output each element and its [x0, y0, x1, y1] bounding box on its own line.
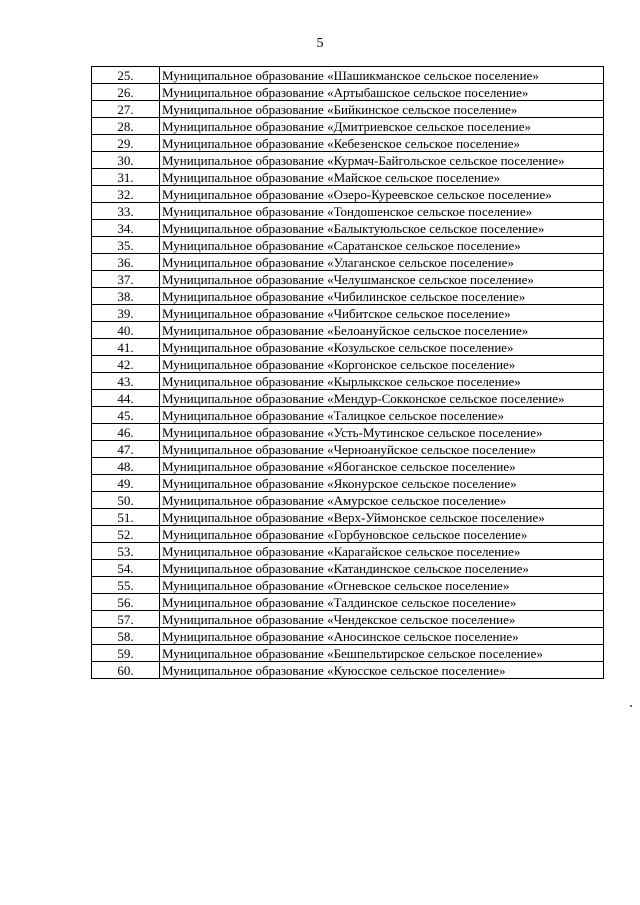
row-number: 49.	[92, 475, 160, 492]
table-row	[92, 271, 604, 288]
table-row	[92, 84, 604, 101]
municipality-name: Муниципальное образование «Аносинское сельское поселение»	[160, 628, 604, 645]
table-row	[92, 288, 604, 305]
table-row	[92, 305, 604, 322]
municipality-name: Муниципальное образование «Яконурское сельское поселение»	[160, 475, 604, 492]
table-row	[92, 203, 604, 220]
municipality-name: Муниципальное образование «Чибитское сельское поселение»	[160, 305, 604, 322]
municipality-name: Муниципальное образование «Белоануйское сельское поселение»	[160, 322, 604, 339]
table-row	[92, 526, 604, 543]
row-number: 47.	[92, 441, 160, 458]
row-number: 32.	[92, 186, 160, 203]
municipality-name: Муниципальное образование «Огневское сельское поселение»	[160, 577, 604, 594]
municipality-name: Муниципальное образование «Талицкое сельское поселение»	[160, 407, 604, 424]
row-number: 44.	[92, 390, 160, 407]
table-row	[92, 560, 604, 577]
row-number: 42.	[92, 356, 160, 373]
table-row	[92, 152, 604, 169]
municipality-name: Муниципальное образование «Чендекское сельское поселение»	[160, 611, 604, 628]
row-number: 30.	[92, 152, 160, 169]
municipality-name: Муниципальное образование «Чибилинское сельское поселение»	[160, 288, 604, 305]
row-number: 59.	[92, 645, 160, 662]
row-number: 31.	[92, 169, 160, 186]
table-row	[92, 339, 604, 356]
municipality-name: Муниципальное образование «Козульское сельское поселение»	[160, 339, 604, 356]
table-row	[92, 118, 604, 135]
table-row	[92, 509, 604, 526]
row-number: 36.	[92, 254, 160, 271]
municipality-name: Муниципальное образование «Черноануйское сельское поселение»	[160, 441, 604, 458]
table-row	[92, 628, 604, 645]
municipality-name: Муниципальное образование «Курмач-Байгольское сельское поселение»	[160, 152, 604, 169]
row-number: 54.	[92, 560, 160, 577]
row-number: 43.	[92, 373, 160, 390]
table-row	[92, 220, 604, 237]
table-row	[92, 67, 604, 84]
table-row	[92, 458, 604, 475]
table-row	[92, 373, 604, 390]
table-row	[92, 186, 604, 203]
row-number: 37.	[92, 271, 160, 288]
row-number: 25.	[92, 67, 160, 84]
table-row	[92, 101, 604, 118]
municipality-name: Муниципальное образование «Бийкинское сельское поселение»	[160, 101, 604, 118]
row-number: 53.	[92, 543, 160, 560]
row-number: 38.	[92, 288, 160, 305]
table-row	[92, 169, 604, 186]
row-number: 48.	[92, 458, 160, 475]
table-row	[92, 390, 604, 407]
municipality-name: Муниципальное образование «Тондошенское сельское поселение»	[160, 203, 604, 220]
municipality-name: Муниципальное образование «Улаганское сельское поселение»	[160, 254, 604, 271]
municipalities-table	[91, 66, 604, 679]
table-row	[92, 441, 604, 458]
municipality-name: Муниципальное образование «Шашикманское сельское поселение»	[160, 67, 604, 84]
row-number: 41.	[92, 339, 160, 356]
table-row	[92, 645, 604, 662]
municipality-name: Муниципальное образование «Челушманское сельское поселение»	[160, 271, 604, 288]
row-number: 46.	[92, 424, 160, 441]
municipality-name: Муниципальное образование «Верх-Уймонское сельское поселение»	[160, 509, 604, 526]
municipality-name: Муниципальное образование «Майское сельское поселение»	[160, 169, 604, 186]
row-number: 55.	[92, 577, 160, 594]
table-row	[92, 322, 604, 339]
municipality-name: Муниципальное образование «Амурское сельское поселение»	[160, 492, 604, 509]
row-number: 28.	[92, 118, 160, 135]
municipality-name: Муниципальное образование «Катандинское сельское поселение»	[160, 560, 604, 577]
row-number: 58.	[92, 628, 160, 645]
row-number: 39.	[92, 305, 160, 322]
municipality-name: Муниципальное образование «Кебезенское сельское поселение»	[160, 135, 604, 152]
table-row	[92, 543, 604, 560]
table-row	[92, 594, 604, 611]
row-number: 57.	[92, 611, 160, 628]
municipality-name: Муниципальное образование «Талдинское сельское поселение»	[160, 594, 604, 611]
row-number: 34.	[92, 220, 160, 237]
table-row	[92, 611, 604, 628]
municipality-name: Муниципальное образование «Бешпельтирское сельское поселение»	[160, 645, 604, 662]
row-number: 35.	[92, 237, 160, 254]
table-row	[92, 475, 604, 492]
table-row	[92, 254, 604, 271]
page-number: 5	[316, 36, 324, 51]
row-number: 40.	[92, 322, 160, 339]
row-number: 26.	[92, 84, 160, 101]
row-number: 45.	[92, 407, 160, 424]
municipalities-table-body	[92, 67, 604, 679]
municipality-name: Муниципальное образование «Артыбашское сельское поселение»	[160, 84, 604, 101]
table-row	[92, 356, 604, 373]
table-row	[92, 237, 604, 254]
municipality-name: Муниципальное образование «Дмитриевское сельское поселение»	[160, 118, 604, 135]
row-number: 27.	[92, 101, 160, 118]
municipality-name: Муниципальное образование «Коргонское сельское поселение»	[160, 356, 604, 373]
row-number: 33.	[92, 203, 160, 220]
municipality-name: Муниципальное образование «Мендур-Сокконское сельское поселение»	[160, 390, 604, 407]
municipality-name: Муниципальное образование «Кырлыкское сельское поселение»	[160, 373, 604, 390]
row-number: 56.	[92, 594, 160, 611]
row-number: 29.	[92, 135, 160, 152]
table-row	[92, 407, 604, 424]
municipality-name: Муниципальное образование «Горбуновское сельское поселение»	[160, 526, 604, 543]
municipality-name: Муниципальное образование «Ябоганское сельское поселение»	[160, 458, 604, 475]
municipality-name: Муниципальное образование «Озеро-Куреевское сельское поселение»	[160, 186, 604, 203]
municipality-name: Муниципальное образование «Куюсское сельское поселение»	[160, 662, 604, 679]
municipality-name: Муниципальное образование «Усть-Мутинское сельское поселение»	[160, 424, 604, 441]
table-row	[92, 577, 604, 594]
row-number: 50.	[92, 492, 160, 509]
municipality-name: Муниципальное образование «Саратанское сельское поселение»	[160, 237, 604, 254]
table-row	[92, 492, 604, 509]
municipality-name: Муниципальное образование «Карагайское сельское поселение»	[160, 543, 604, 560]
table-row	[92, 135, 604, 152]
row-number: 60.	[92, 662, 160, 679]
table-row	[92, 662, 604, 679]
row-number: 51.	[92, 509, 160, 526]
scan-speck	[630, 705, 632, 707]
municipality-name: Муниципальное образование «Балыктуюльское сельское поселение»	[160, 220, 604, 237]
row-number: 52.	[92, 526, 160, 543]
table-row	[92, 424, 604, 441]
